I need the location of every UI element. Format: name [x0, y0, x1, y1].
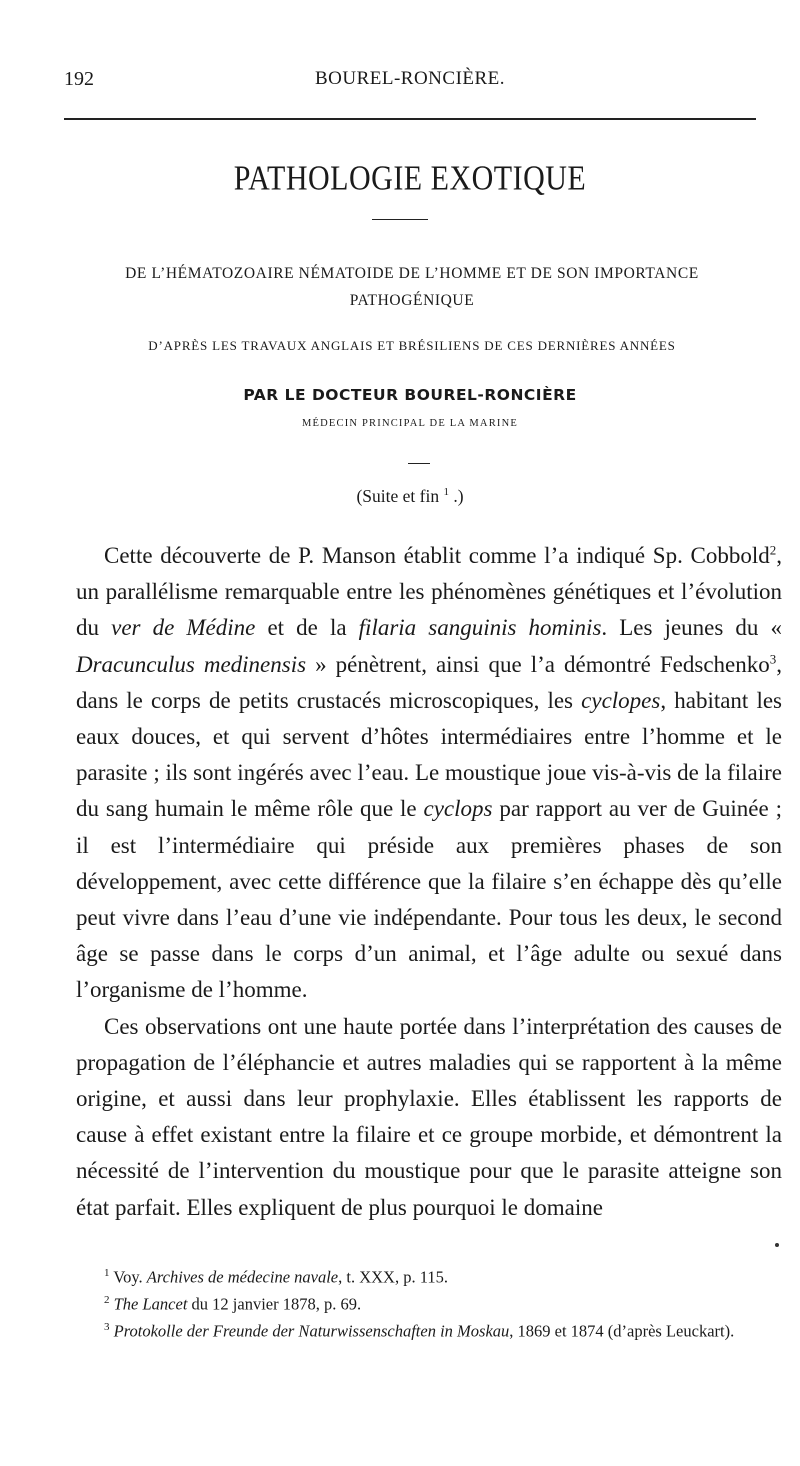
footnote-mark: 2: [769, 542, 777, 558]
footnote-mark: 1: [443, 486, 449, 499]
footnote-title: Protokolle der Freunde der Naturwissenschaften in Moskau: [113, 1321, 510, 1341]
italic-term: cyclopes: [581, 687, 661, 713]
text-run: , habitant les eaux douces, et qui servent d’hôtes intermédiaires entre l’homme et le parasite ; ils sont ingérés avec l’eau. Le moustique joue vis-à-vis de la filaire du sang humain le même rôle que le: [76, 687, 783, 822]
footnote-1: [76, 1262, 782, 1289]
text-run: , un parallélisme remarquable entre les phénomènes génétiques et l’évolution du: [76, 543, 782, 641]
print-mark: [775, 1243, 779, 1247]
header-rule: [64, 118, 756, 120]
italic-term: filaria sanguinis hominis: [358, 615, 602, 641]
footnotes: [76, 1262, 782, 1343]
footnote-number: 1: [104, 1267, 110, 1279]
footnote-mark: 3: [769, 650, 777, 666]
continuation-close: .): [453, 486, 464, 506]
footnote-text: Voy.: [113, 1267, 147, 1287]
title-divider: [372, 219, 428, 220]
body-text: [76, 538, 782, 1226]
paragraph-2: Ces observations ont une haute portée dans l’interprétation des causes de propagation de l’éléphancie et autres maladies qui se rapportent à la même origine, et aussi dans leur prophylaxie. Elles établissent les rapports de cause à effet existant entre la filaire et ce groupe morbide, et démontrent la nécessité de l’intervention du moustique pour que le parasite atteigne son état parfait. Elles expliquent de plus pourquoi le domaine: [76, 1013, 782, 1220]
footnote-3: [76, 1316, 782, 1343]
text-run: , dans le corps de petits crustacés microscopiques, les: [76, 651, 782, 713]
text-run: et de la: [255, 615, 359, 641]
author-divider: [408, 463, 430, 464]
article-title: DE L’HÉMATOZOAIRE NÉMATOIDE DE L’HOMME ET DE SON IMPORTANCE PATHOGÉNIQUE: [125, 265, 699, 309]
page-number: 192: [64, 68, 94, 90]
footnote-text: du 12 janvier 1878, p. 69.: [187, 1294, 362, 1314]
paragraph-1: [76, 538, 782, 1009]
author-line: PAR LE DOCTEUR BOUREL-RONCIÈRE: [243, 386, 577, 404]
article-subtitle: D’APRÈS LES TRAVAUX ANGLAIS ET BRÉSILIENS DE CES DERNIÈRES ANNÉES: [148, 338, 676, 353]
text-run: Cette découverte de P. Manson établit comme l’a indiqué Sp. Cobbold: [104, 543, 770, 568]
section-title: PATHOLOGIE EXOTIQUE: [233, 159, 587, 198]
footnote-title: Archives de médecine navale: [146, 1267, 339, 1287]
continuation-text: (Suite et fin: [356, 486, 440, 506]
running-head: BOUREL-RONCIÈRE.: [314, 68, 506, 89]
footnote-text: , t. XXX, p. 115.: [338, 1267, 448, 1287]
page-header: [64, 62, 756, 102]
author-role: MÉDECIN PRINCIPAL DE LA MARINE: [301, 418, 519, 429]
footnote-number: 3: [104, 1321, 110, 1333]
text-run: » pénètrent, ainsi que l’a démontré Fedschenko: [306, 651, 770, 677]
text-run: par rapport au ver de Guinée ; il est l’intermédiaire qui préside aux premières phases de son développement, avec cette différence que la filaire s’en échappe dès qu’elle peut vivre dans l’eau d’une vie indépendante. Pour tous les deux, le second âge se passe dans le corps d’un animal, et l’âge adulte ou sexué dans l’organisme de l’homme.: [76, 796, 782, 1003]
italic-term: cyclops: [423, 796, 493, 822]
italic-term: ver de Médine: [111, 615, 256, 641]
footnote-title: The Lancet: [113, 1294, 188, 1314]
footnote-number: 2: [104, 1294, 110, 1306]
footnote-text: , 1869 et 1874 (d’après Leuckart).: [509, 1321, 735, 1341]
footnote-2: [76, 1289, 782, 1316]
text-run: . Les jeunes du «: [601, 615, 783, 641]
continuation-note: [64, 486, 756, 507]
italic-term: Dracunculus medinensis: [76, 651, 307, 677]
